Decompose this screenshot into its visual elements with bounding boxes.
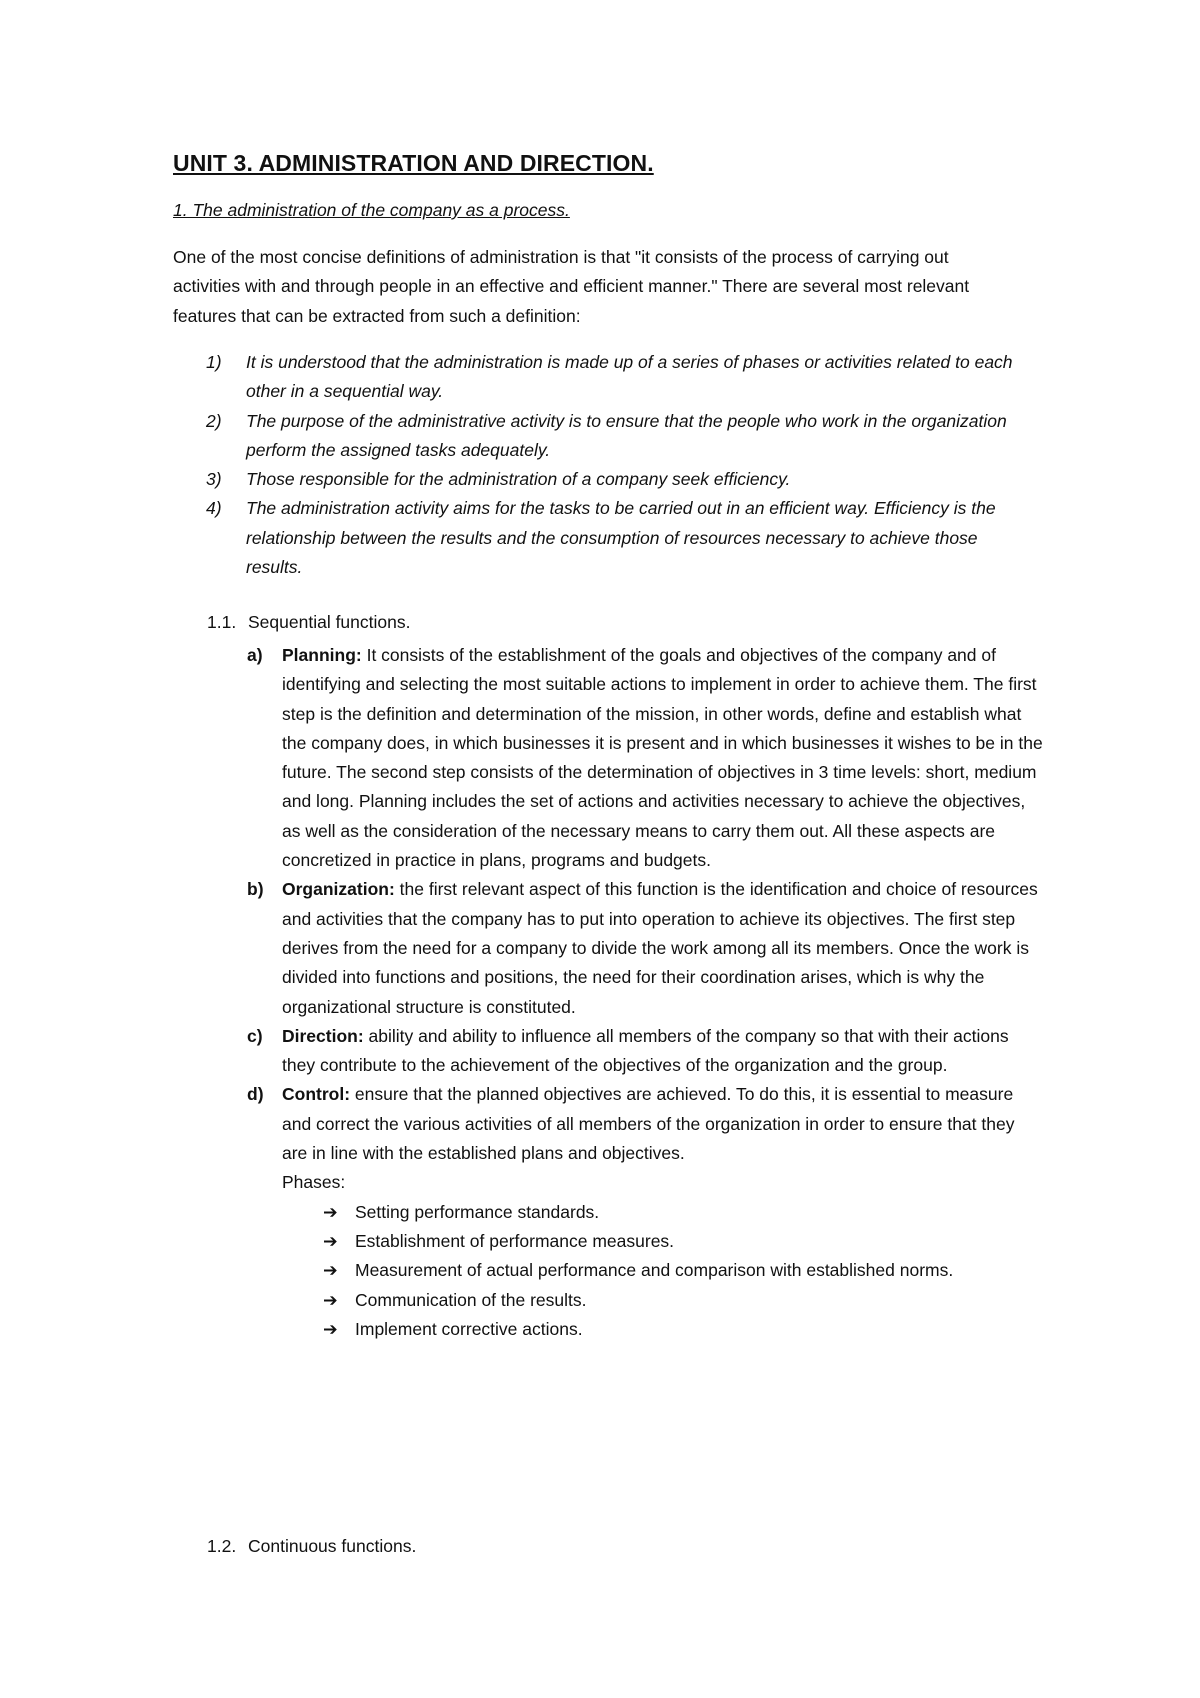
page-title: UNIT 3. ADMINISTRATION AND DIRECTION. xyxy=(173,150,654,176)
list-item xyxy=(173,407,1013,466)
item-letter: b) xyxy=(247,879,264,900)
arrow-right-icon: ➔ xyxy=(323,1230,338,1251)
function-item-control xyxy=(173,1080,1043,1344)
phase-item xyxy=(282,1227,1043,1256)
item-text: It consists of the establishment of the goals and objectives of the company and of identifying and selecting the most suitable actions to implement in order to achieve them. The first step is the definition and determination of the mission, in other words, define and establish what the company does, in which businesses it is present and in which businesses it wishes to be in the future. The second step consists of the determination of objectives in 3 time levels: short, medium and long. Planning includes the set of actions and activities necessary to achieve the objectives, as well as the consideration of the necessary means to carry them out. All these aspects are concretized in practice in plans, programs and budgets. xyxy=(282,645,1043,871)
phase-text: Implement corrective actions. xyxy=(355,1318,583,1339)
arrow-right-icon: ➔ xyxy=(323,1260,338,1281)
phases-list xyxy=(282,1198,1043,1344)
phase-item xyxy=(282,1198,1043,1227)
phase-item xyxy=(282,1315,1043,1344)
phase-text: Communication of the results. xyxy=(355,1289,587,1310)
subsection-heading-1-2 xyxy=(207,1536,416,1557)
list-item-number: 1) xyxy=(206,352,222,372)
list-item xyxy=(173,465,1013,494)
functions-list xyxy=(173,641,1043,1344)
list-item-text: The purpose of the administrative activity is to ensure that the people who work in the organization perform the assigned tasks adequately. xyxy=(246,410,1007,460)
subsection-number: 1.1. xyxy=(207,612,237,632)
subsection-heading-1-1 xyxy=(207,612,410,633)
function-item-organization xyxy=(173,875,1043,1021)
subsection-number: 1.2. xyxy=(207,1536,237,1556)
phase-text: Measurement of actual performance and comparison with established norms. xyxy=(355,1260,954,1281)
phase-text: Establishment of performance measures. xyxy=(355,1230,675,1251)
phase-text: Setting performance standards. xyxy=(355,1201,600,1222)
intro-paragraph: One of the most concise definitions of administration is that "it consists of the process of carrying out activities with and through people in an effective and efficient manner." There are several most relevant features that can be extracted from such a definition: xyxy=(173,247,970,326)
arrow-right-icon: ➔ xyxy=(323,1201,338,1222)
section-heading: 1. The administration of the company as a process. xyxy=(173,200,570,220)
item-letter: d) xyxy=(247,1084,264,1105)
item-text: the first relevant aspect of this function is the identification and choice of resources and activities that the company has to put into operation to achieve its objectives. The first step derives from the need for a company to divide the work among all its members. Once the work is divided into functions and positions, the need for their coordination arises, which is why the organizational structure is constituted. xyxy=(282,879,1038,1017)
function-item-direction xyxy=(173,1022,1043,1081)
phase-item xyxy=(282,1256,1043,1285)
phase-item xyxy=(282,1286,1043,1315)
item-lead: Control: xyxy=(282,1084,351,1105)
list-item-number: 3) xyxy=(206,469,222,490)
item-text: ability and ability to influence all members of the company so that with their actions they contribute to the achievement of the objectives of the organization and the group. xyxy=(282,1025,1009,1076)
phases-label: Phases: xyxy=(282,1172,346,1193)
list-item-text: Those responsible for the administration of a company seek efficiency. xyxy=(246,469,791,490)
item-text: ensure that the planned objectives are achieved. To do this, it is essential to measure and correct the various activities of all members of the organization in order to ensure that they are in line with the established plans and objectives. xyxy=(282,1084,1015,1164)
function-item-planning xyxy=(173,641,1043,875)
subsection-label: Continuous functions. xyxy=(248,1536,417,1556)
list-item-text: It is understood that the administration is made up of a series of phases or activities related to each other in a sequential way. xyxy=(246,352,1013,402)
item-letter: c) xyxy=(247,1025,263,1046)
item-lead: Planning: xyxy=(282,645,362,665)
list-item xyxy=(173,494,1013,582)
item-letter: a) xyxy=(247,645,263,665)
subsection-label: Sequential functions. xyxy=(248,612,411,632)
list-item xyxy=(173,348,1013,407)
item-lead: Organization: xyxy=(282,879,395,900)
list-item-text: The administration activity aims for the tasks to be carried out in an efficient way. Efficiency is the relationship between the results and the consumption of resources necessary to achieve those results. xyxy=(246,498,996,578)
arrow-right-icon: ➔ xyxy=(323,1289,338,1310)
list-item-number: 4) xyxy=(206,498,222,519)
features-list xyxy=(173,348,1013,582)
arrow-right-icon: ➔ xyxy=(323,1318,338,1339)
item-lead: Direction: xyxy=(282,1025,364,1046)
list-item-number: 2) xyxy=(206,410,222,431)
